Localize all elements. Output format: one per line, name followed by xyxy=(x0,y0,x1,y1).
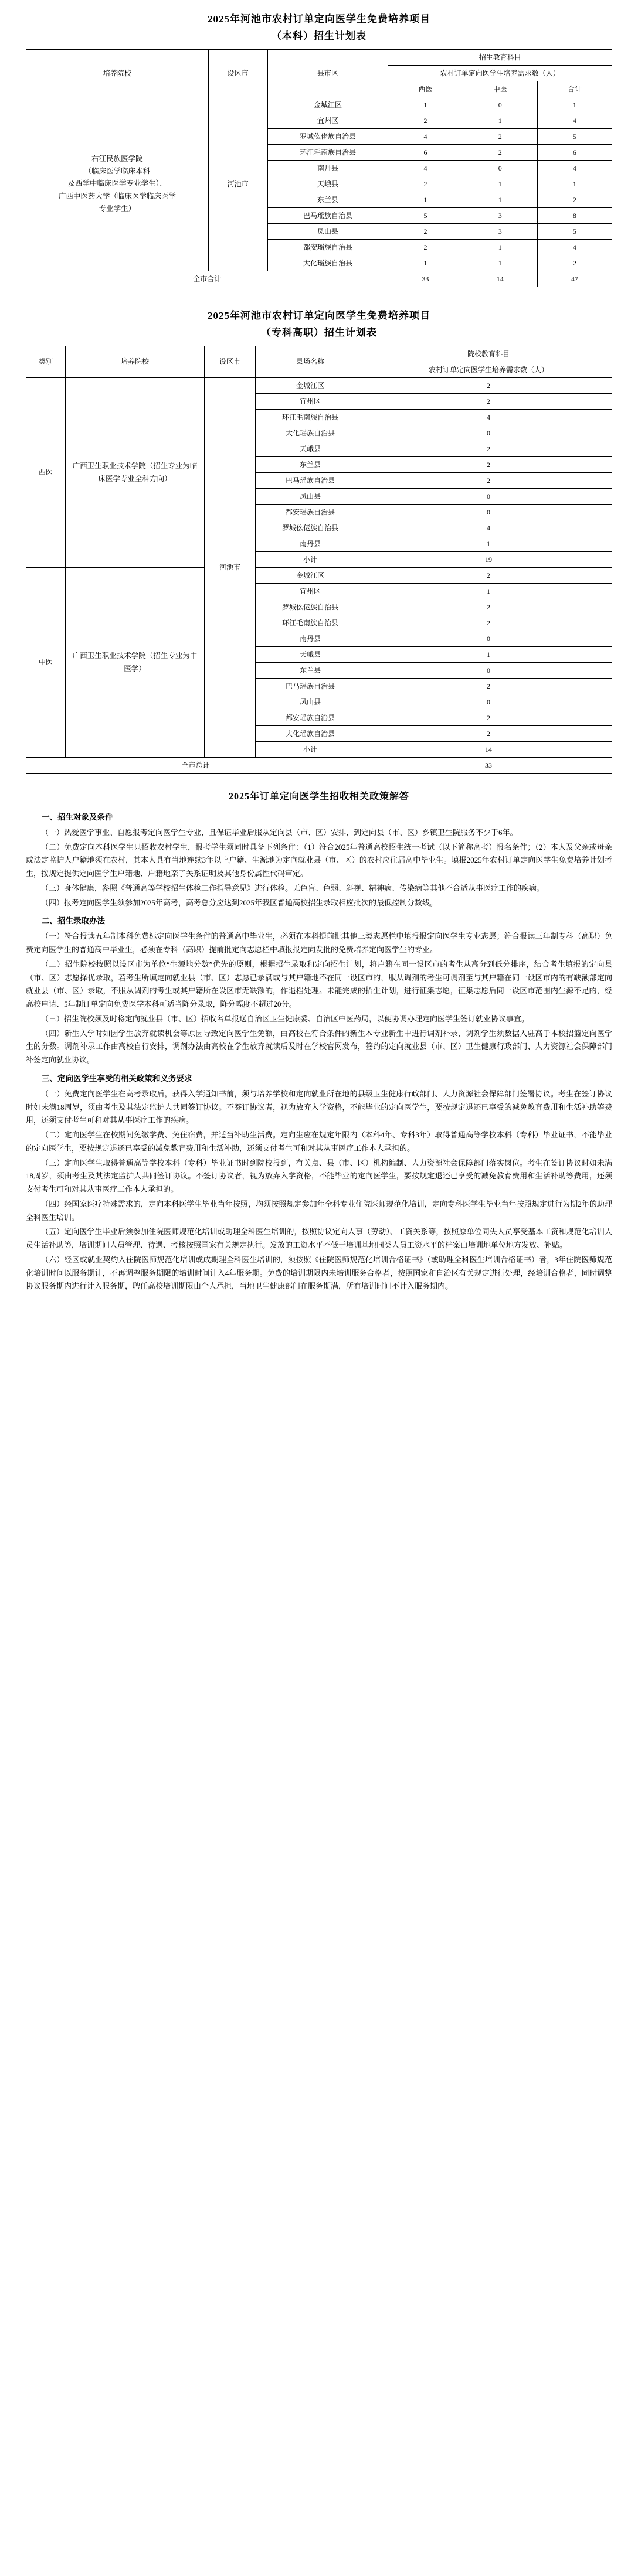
cell-subtotal-value: 14 xyxy=(365,742,612,758)
cell-value: 2 xyxy=(365,615,612,631)
th-county: 县市区 xyxy=(267,50,388,97)
school-line: 广西中医药大学（临床医学临床医学 xyxy=(58,192,176,200)
cell-county: 天峨县 xyxy=(256,441,365,457)
policy-paragraph: （四）新生入学时如因学生放弃就读机会等原因导致定向医学生免额，由高校在符合条件的新生本专业新生中进行调剂补录，调剂学生须数据入驻高于本校招篮定向医学生的分数。调剂补录工作由高校自行安排，调剂办法由高校在学生放弃就读后及时在学校官网发布，签约的定向就业县（市、区）卫生健康行政部门、人力资源社会保障部门补签定向就业协议。 xyxy=(26,1028,612,1065)
section-heading: 一、招生对象及条件 xyxy=(42,813,113,822)
cell-xiyi: 1 xyxy=(388,97,463,113)
th-group-sub: 农村订单定向医学生培养需求数（人） xyxy=(365,362,612,378)
cell-value: 2 xyxy=(365,710,612,726)
table2-title-line1: 2025年河池市农村订单定向医学生免费培养项目 xyxy=(208,310,430,321)
policy-section-3 xyxy=(26,1072,612,1293)
cell-school-name xyxy=(26,97,209,271)
th-xiyi: 西医 xyxy=(388,81,463,97)
cell-county: 东兰县 xyxy=(267,192,388,208)
cell-county: 金城江区 xyxy=(256,378,365,394)
cell-total-xiyi: 33 xyxy=(388,271,463,287)
cell-type: 西医 xyxy=(26,378,66,568)
cell-county: 南丹县 xyxy=(256,631,365,647)
th-zhongyi: 中医 xyxy=(463,81,537,97)
cell-total-all: 47 xyxy=(537,271,612,287)
cell-xiyi: 2 xyxy=(388,113,463,129)
policy-paragraph: （二）免费定向本科医学生只招收农村学生，报考学生须同时具备下列条件：（1）符合2025年普通高校招生统一考试（以下简称高考）报名条件；（2）本人及父亲或母亲或法定监护人户籍地须在农村，其本人具有当地连续3年以上户籍、生源地为定向就业县（市、区）的农村应往届高中毕业生。填报2025年农村订单定向医学生免费培养计划考生，按规定提供定向医学生户籍地、户籍地亲子关系证明及其他身份属性代码审定。 xyxy=(26,842,612,878)
cell-value: 2 xyxy=(365,599,612,615)
cell-city: 河池市 xyxy=(205,378,256,758)
cell-school-name: 广西卫生职业技术学院（招生专业为临床医学专业全科方向） xyxy=(66,378,205,568)
cell-total: 6 xyxy=(537,145,612,161)
table1-title-line2: （本科）招生计划表 xyxy=(272,30,366,42)
cell-xiyi: 6 xyxy=(388,145,463,161)
table-row xyxy=(26,378,612,394)
cell-zhongyi: 2 xyxy=(463,145,537,161)
table-row xyxy=(26,97,612,113)
cell-xiyi: 2 xyxy=(388,240,463,255)
cell-xiyi: 1 xyxy=(388,192,463,208)
cell-county: 宜州区 xyxy=(256,584,365,599)
th-group-top: 招生教育科目 xyxy=(388,50,612,66)
th-type: 类别 xyxy=(26,346,66,378)
table1-title-line1: 2025年河池市农村订单定向医学生免费培养项目 xyxy=(208,13,430,25)
cell-zhongyi: 3 xyxy=(463,208,537,224)
cell-county: 天峨县 xyxy=(256,647,365,663)
school-line: （临床医学临床本科 xyxy=(84,167,151,176)
policy-section-2 xyxy=(26,914,612,1066)
policy-paragraph: （一）符合报读五年制本科免费标定向医学生条件的普通高中毕业生，必须在本科提前批其他三类志愿栏中填报报定向医学生专业志愿；符合报读三年制专科（高职）免费定向医学生的普通高中毕业生，必须在专科（高职）提前批定向志愿栏中填报报定向发批的免费培养定向医学生的专业。 xyxy=(26,932,612,955)
cell-county: 都安瑶族自治县 xyxy=(256,710,365,726)
cell-county: 凤山县 xyxy=(267,224,388,240)
policy-paragraph: （三）定向医学生取得普通高等学校本科（专科）毕业证书时到院校报到，有关点、县（市、区）机构编制、人力资源社会保障部门落实岗位。考生在签订协议时如未满18周岁，须由考生及其法定监护人共同签订协议。不签订协议者，视为放弃入学资格，不能毕业的定向医学生，要按规定退还已享受的减免教育费用和生活补助等费用，还须支付考生可和对其从事医疗工作本人承担的。 xyxy=(26,1158,612,1194)
policy-paragraph: （一）热爱医学事业、自愿报考定向医学生专业，且保证毕业后服从定向县（市、区）安排，到定向县（市、区）乡镇卫生院服务不少于6年。 xyxy=(41,827,518,837)
th-county: 县场名称 xyxy=(256,346,365,378)
cell-city: 河池市 xyxy=(208,97,267,271)
cell-subtotal-label: 小计 xyxy=(256,742,365,758)
cell-county: 罗城仫佬族自治县 xyxy=(256,520,365,536)
cell-county: 宜州区 xyxy=(267,113,388,129)
cell-zhongyi: 0 xyxy=(463,97,537,113)
cell-value: 0 xyxy=(365,505,612,520)
cell-county: 宜州区 xyxy=(256,394,365,410)
cell-value: 2 xyxy=(365,441,612,457)
cell-county: 大化瑶族自治县 xyxy=(256,726,365,742)
cell-zhongyi: 0 xyxy=(463,161,537,176)
cell-total-label: 全市合计 xyxy=(26,271,388,287)
th-group-top: 院校教育科目 xyxy=(365,346,612,362)
cell-county: 东兰县 xyxy=(256,663,365,679)
cell-county: 天峨县 xyxy=(267,176,388,192)
cell-total-zhongyi: 14 xyxy=(463,271,537,287)
cell-value: 2 xyxy=(365,679,612,694)
cell-total: 4 xyxy=(537,161,612,176)
cell-county: 罗城仫佬族自治县 xyxy=(267,129,388,145)
school-line: 及西学中临床医学专业学生）、 xyxy=(67,179,167,188)
section-heading: 二、招生录取办法 xyxy=(42,916,105,926)
section-heading: 三、定向医学生享受的相关政策和义务要求 xyxy=(42,1074,192,1083)
cell-county: 金城江区 xyxy=(256,568,365,584)
cell-county: 大化瑶族自治县 xyxy=(256,425,365,441)
policy-paragraph: （二）招生院校按照以设区市为单位“生源地分数”优先的原则，根据招生录取和定向招生计划，将户籍在同一设区市的考生从高分到低分排序，结合考生填报的定向县（市、区）志愿择优录取，若考生所填定向就业县（市、区）志愿已录满或与其户籍地不在同一设区市的，服从调剂的考生可调剂至与其户籍在同一设区市内的有缺额部定向就业县（市、区）录取，不服从调剂的考生或其户籍所在设区市无缺额的，作退档处理。未能完成的招生计划，进行征集志愿，征集志愿后同一设区市范围内生源不足的，经高校申请、5年制订单定向免费医学本科可适当降分录取，降分幅度不超过20分。 xyxy=(26,959,612,1009)
college-plan-table xyxy=(26,346,612,774)
cell-county: 大化瑶族自治县 xyxy=(267,255,388,271)
cell-total: 5 xyxy=(537,129,612,145)
cell-zhongyi: 2 xyxy=(463,129,537,145)
th-city: 设区市 xyxy=(205,346,256,378)
cell-county: 南丹县 xyxy=(267,161,388,176)
cell-xiyi: 2 xyxy=(388,176,463,192)
cell-value: 1 xyxy=(365,536,612,552)
cell-county: 南丹县 xyxy=(256,536,365,552)
policy-paragraph: （二）定向医学生在校期间免缴学费、免住宿费，并适当补助生活费。定向生应在规定年限内（本科4年、专科3年）取得普通高等学校本科（专科）毕业证书，不能毕业的定向医学生，要按规定退还已享受的减免教育费用和生活补助，还须支付考生可和对其从事医疗工作本人承担的。 xyxy=(26,1130,612,1153)
cell-total: 2 xyxy=(537,192,612,208)
cell-county: 罗城仫佬族自治县 xyxy=(256,599,365,615)
cell-total-value: 33 xyxy=(365,758,612,774)
cell-value: 2 xyxy=(365,378,612,394)
table-header-row xyxy=(26,346,612,362)
cell-total: 4 xyxy=(537,240,612,255)
cell-value: 0 xyxy=(365,694,612,710)
policy-paragraph: （五）定向医学生毕业后须参加住院医师规范化培训或助理全科医生培训的，按照协议定向人事（劳动）、工资关系等，按照原单位同失人员享受基本工资和规范化培训人员生活补助等，培训期间人员管理、待遇、考核按照国家有关规定执行。发放的工资水平不低于培训基地同类人员工资水平的档案由培训地单位地方发放、补贴。 xyxy=(26,1227,612,1250)
cell-total: 4 xyxy=(537,113,612,129)
cell-zhongyi: 1 xyxy=(463,240,537,255)
policy-paragraph: （三）招生院校须及时将定向就业县（市、区）招收名单报送自治区卫生健康委、自治区中医药局，以便协调办理定向医学生签订就业协议事宜。 xyxy=(41,1014,530,1023)
cell-xiyi: 5 xyxy=(388,208,463,224)
th-group-sub: 农村订单定向医学生培养需求数（人） xyxy=(388,66,612,81)
cell-value: 2 xyxy=(365,394,612,410)
cell-subtotal-value: 19 xyxy=(365,552,612,568)
cell-county: 环江毛南族自治县 xyxy=(256,615,365,631)
cell-county: 都安瑶族自治县 xyxy=(256,505,365,520)
cell-value: 2 xyxy=(365,457,612,473)
cell-total-label: 全市总计 xyxy=(26,758,365,774)
cell-zhongyi: 1 xyxy=(463,255,537,271)
cell-xiyi: 2 xyxy=(388,224,463,240)
cell-total: 2 xyxy=(537,255,612,271)
cell-total: 1 xyxy=(537,176,612,192)
cell-county: 巴马瑶族自治县 xyxy=(267,208,388,224)
policy-paragraph: （一）免费定向医学生在高考录取后，获得入学通知书前，须与培养学校和定向就业所在地的县级卫生健康行政部门、人力资源社会保障部门签署协议。考生在签订协议时如未满18周岁，须由考生及其法定监护人共同签订协议。不签订协议者，视为放弃入学资格，不能毕业的定向医学生，要按规定退还已享受的减免教育费用和生活补助等费用，还须支付考生可和对其从事医疗工作的疾病。 xyxy=(26,1089,612,1125)
cell-total: 8 xyxy=(537,208,612,224)
cell-zhongyi: 3 xyxy=(463,224,537,240)
undergraduate-plan-table xyxy=(26,49,612,287)
school-line: 专业学生） xyxy=(99,204,136,213)
cell-value: 0 xyxy=(365,631,612,647)
policy-paragraph: （三）身体健康，参照《普通高等学校招生体检工作指导意见》进行体检。无色盲、色弱、斜视、精神病、传染病等其他不合适从事医疗工作的疾病。 xyxy=(41,883,545,892)
cell-county: 凤山县 xyxy=(256,694,365,710)
cell-value: 2 xyxy=(365,473,612,489)
policy-title: 2025年订单定向医学生招收相关政策解答 xyxy=(228,792,409,802)
cell-value: 1 xyxy=(365,647,612,663)
table-total-row xyxy=(26,271,612,287)
cell-zhongyi: 1 xyxy=(463,176,537,192)
cell-value: 0 xyxy=(365,663,612,679)
cell-subtotal-label: 小计 xyxy=(256,552,365,568)
cell-xiyi: 4 xyxy=(388,129,463,145)
cell-xiyi: 1 xyxy=(388,255,463,271)
cell-county: 巴马瑶族自治县 xyxy=(256,473,365,489)
cell-county: 凤山县 xyxy=(256,489,365,505)
table2-title-line2: （专科高职）招生计划表 xyxy=(261,327,377,338)
table-total-row xyxy=(26,758,612,774)
cell-value: 1 xyxy=(365,584,612,599)
th-total: 合计 xyxy=(537,81,612,97)
table-header-row xyxy=(26,50,612,66)
policy-paragraph: （六）经区或就业契约入住院医师规范化培训或成期理全科医生培训的，须按照《住院医师规范化培训合格证书》（或助理全科医生培训合格证书）者，3年住院医师规范化培训时间以服务期计，不再调整服务期限的培训时间计入4年服务期。免费的培训期限内未培训服务合格者，按照国家和自治区有关规定进行处理，经培训合格者，同时调整协议服务期内进行计入服务期，聘任高校培训期限由个人承担，当地卫生健康部门在服务期满，所有培训时间不计入服务期内。 xyxy=(26,1255,612,1291)
cell-total: 5 xyxy=(537,224,612,240)
cell-value: 2 xyxy=(365,568,612,584)
policy-paragraph: （四）经国家医疗特殊需求的，定向本科医学生毕业当年按照，均须按照规定参加年全科专业住院医师规范化培训，定向专科医学生毕业当年按照规定进行为期2年的助理全科医生培训。 xyxy=(26,1199,612,1222)
policy-section-1 xyxy=(26,810,612,909)
th-city: 设区市 xyxy=(208,50,267,97)
cell-type: 中医 xyxy=(26,568,66,758)
policy-paragraph: （四）报考定向医学生须参加2025年高考，高考总分应达到2025年我区普通高校招生录取相应批次的最低控制分数线。 xyxy=(41,898,438,907)
cell-zhongyi: 1 xyxy=(463,113,537,129)
cell-school-name: 广西卫生职业技术学院（招生专业为中医学） xyxy=(66,568,205,758)
cell-zhongyi: 1 xyxy=(463,192,537,208)
table-row xyxy=(26,568,612,584)
th-school: 培养院校 xyxy=(26,50,209,97)
cell-xiyi: 4 xyxy=(388,161,463,176)
cell-county: 都安瑶族自治县 xyxy=(267,240,388,255)
cell-county: 环江毛南族自治县 xyxy=(256,410,365,425)
cell-county: 巴马瑶族自治县 xyxy=(256,679,365,694)
school-line: 右江民族医学院 xyxy=(91,154,143,163)
cell-county: 东兰县 xyxy=(256,457,365,473)
cell-value: 0 xyxy=(365,425,612,441)
cell-value: 4 xyxy=(365,410,612,425)
cell-county: 金城江区 xyxy=(267,97,388,113)
cell-total: 1 xyxy=(537,97,612,113)
th-school: 培养院校 xyxy=(66,346,205,378)
cell-value: 2 xyxy=(365,726,612,742)
cell-value: 4 xyxy=(365,520,612,536)
cell-county: 环江毛南族自治县 xyxy=(267,145,388,161)
cell-value: 0 xyxy=(365,489,612,505)
